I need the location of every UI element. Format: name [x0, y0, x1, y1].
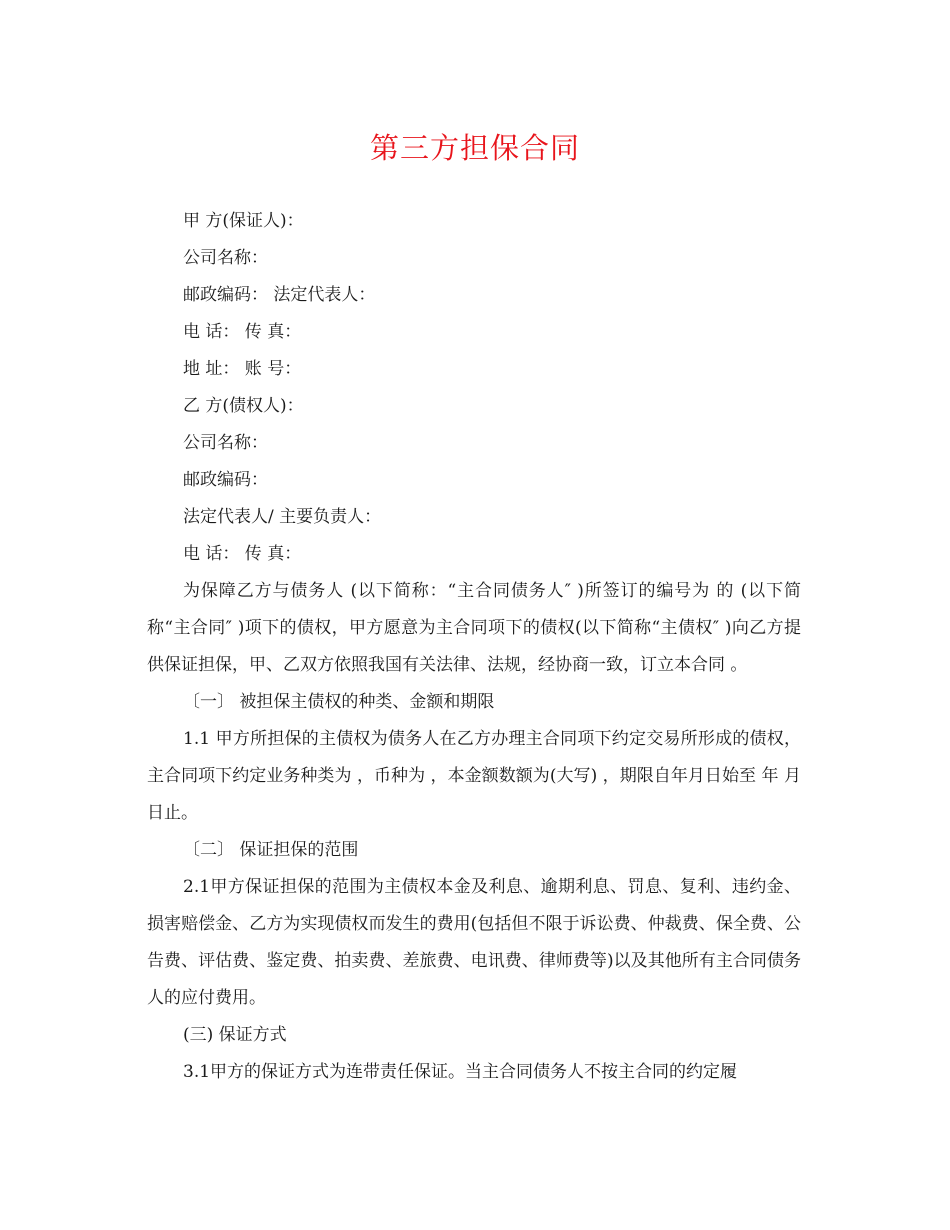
section-3-heading: (三) 保证方式	[183, 1025, 287, 1045]
document-title: 第三方担保合同	[369, 131, 580, 165]
party-a-address-account: 地 址： 账 号：	[183, 359, 302, 379]
section-1-heading: 〔一〕 被担保主债权的种类、金额和期限	[183, 692, 495, 712]
party-a-postal-rep: 邮政编码： 法定代表人：	[183, 285, 376, 305]
party-a-heading: 甲 方(保证人)：	[183, 211, 304, 231]
party-b-company: 公司名称：	[183, 433, 268, 453]
preamble-paragraph: 为保障乙方与债务人 (以下简称：“主合同债务人″ )所签订的编号为 的 (以下简称“主合同″ )项下的债权，甲方愿意为主合同项下的债权(以下简称“主债权″ )向乙方提供保证担保，甲、乙双方依照我国有关法律、法规，经协商一致，订立本合同 。	[147, 581, 801, 675]
section-2-heading: 〔二〕 保证担保的范围	[183, 840, 359, 860]
party-a-phone-fax: 电 话： 传 真：	[183, 322, 302, 342]
document-body	[147, 203, 801, 1091]
party-b-rep: 法定代表人/ 主要负责人：	[183, 507, 382, 527]
section-3-clause: 3.1甲方的保证方式为连带责任保证。当主合同债务人不按主合同的约定履	[183, 1062, 738, 1082]
party-b-postal: 邮政编码：	[183, 470, 268, 490]
section-1-clause: 1.1 甲方所担保的主债权为债务人在乙方办理主合同项下约定交易所形成的债权，主合同项下约定业务种类为 ，币种为 ，本金额数额为(大写) ，期限自年月日始至 年 月 日止。	[147, 729, 801, 823]
party-a-company: 公司名称：	[183, 248, 268, 268]
party-b-heading: 乙 方(债权人)：	[183, 396, 304, 416]
section-2-clause: 2.1甲方保证担保的范围为主债权本金及利息、逾期利息、罚息、复利、违约金、损害赔偿金、乙方为实现债权而发生的费用(包括但不限于诉讼费、仲裁费、保全费、公告费、评估费、鉴定费、拍卖费、差旅费、电讯费、律师费等)以及其他所有主合同债务人的应付费用。	[147, 877, 801, 1008]
party-b-phone-fax: 电 话： 传 真：	[183, 544, 302, 564]
